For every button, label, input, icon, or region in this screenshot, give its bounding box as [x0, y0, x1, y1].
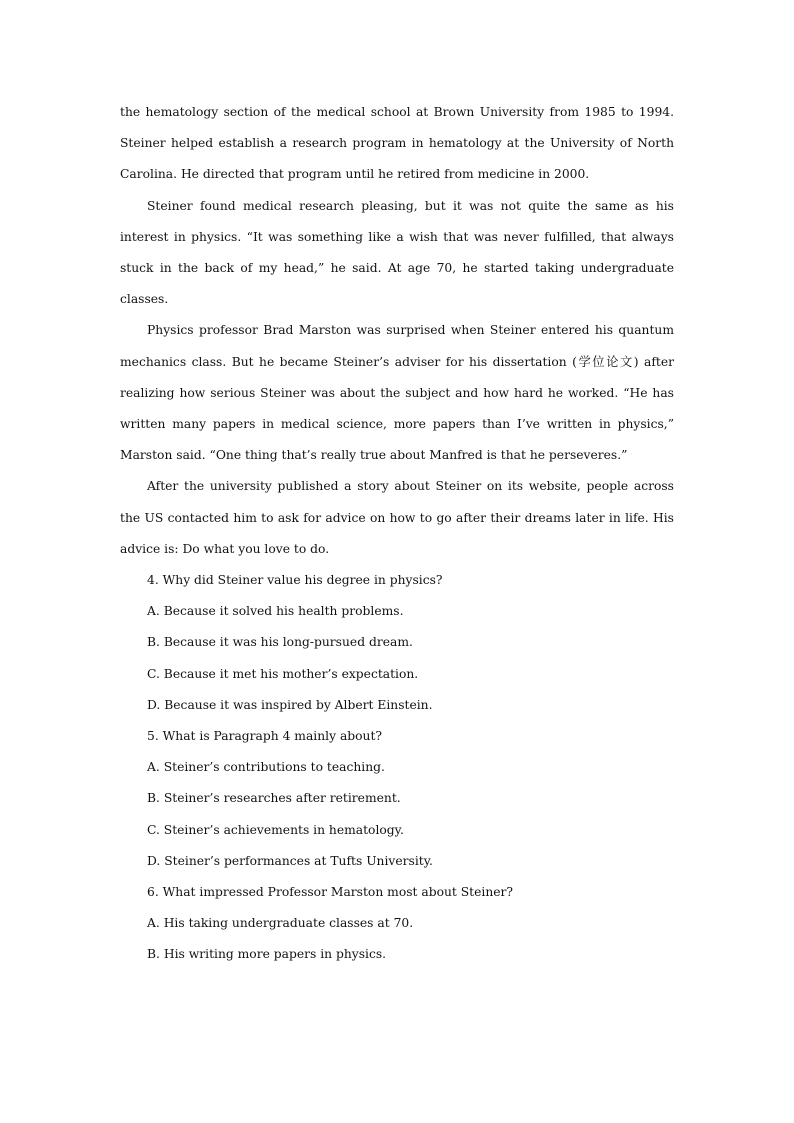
answer-option: B. His writing more papers in physics. — [147, 947, 387, 962]
question-stem: 4. Why did Steiner value his degree in physics? — [147, 573, 443, 588]
question-6 — [120, 877, 674, 971]
answer-option: B. Because it was his long-pursued dream. — [147, 635, 413, 650]
paragraph: Steiner found medical research pleasing, but it was not quite the same as his interest in physics. “It was something like a wish that was never fulfilled, that always stuck in the back of my head,” he said. At age 70, he started taking undergraduate classes. — [120, 198, 674, 307]
answer-option: A. His taking undergraduate classes at 70. — [147, 916, 414, 931]
answer-option: B. Steiner’s researches after retirement. — [147, 791, 401, 806]
answer-option: A. Steiner’s contributions to teaching. — [147, 760, 385, 775]
answer-option: D. Steiner’s performances at Tufts University. — [147, 853, 433, 868]
paragraph-continued: the hematology section of the medical school at Brown University from 1985 to 1994. Steiner helped establish a research program in hematology at the University of North Carolina. He directed that program until he retired from medicine in 2000. — [120, 105, 674, 182]
answer-option: A. Because it solved his health problems. — [147, 604, 404, 619]
answer-option: C. Steiner’s achievements in hematology. — [147, 822, 404, 837]
paragraph: After the university published a story about Steiner on its website, people across the US contacted him to ask for advice on how to go after their dreams later in life. His advice is: Do what you love to do. — [120, 479, 674, 556]
question-4 — [120, 565, 674, 721]
question-5 — [120, 721, 674, 877]
answer-option: D. Because it was inspired by Albert Einstein. — [147, 697, 433, 712]
document-body — [120, 97, 674, 971]
paragraph: Physics professor Brad Marston was surprised when Steiner entered his quantum mechanics class. But he became Steiner’s adviser for his dissertation (学位论文) after realizing how serious Steiner was about the subject and how hard he worked. “He has written many papers in medical science, more papers than I’ve written in physics,” Marston said. “One thing that’s really true about Manfred is that he perseveres.” — [120, 323, 674, 463]
question-stem: 6. What impressed Professor Marston most about Steiner? — [147, 885, 514, 900]
answer-option: C. Because it met his mother’s expectation. — [147, 666, 419, 681]
question-stem: 5. What is Paragraph 4 mainly about? — [147, 729, 383, 744]
